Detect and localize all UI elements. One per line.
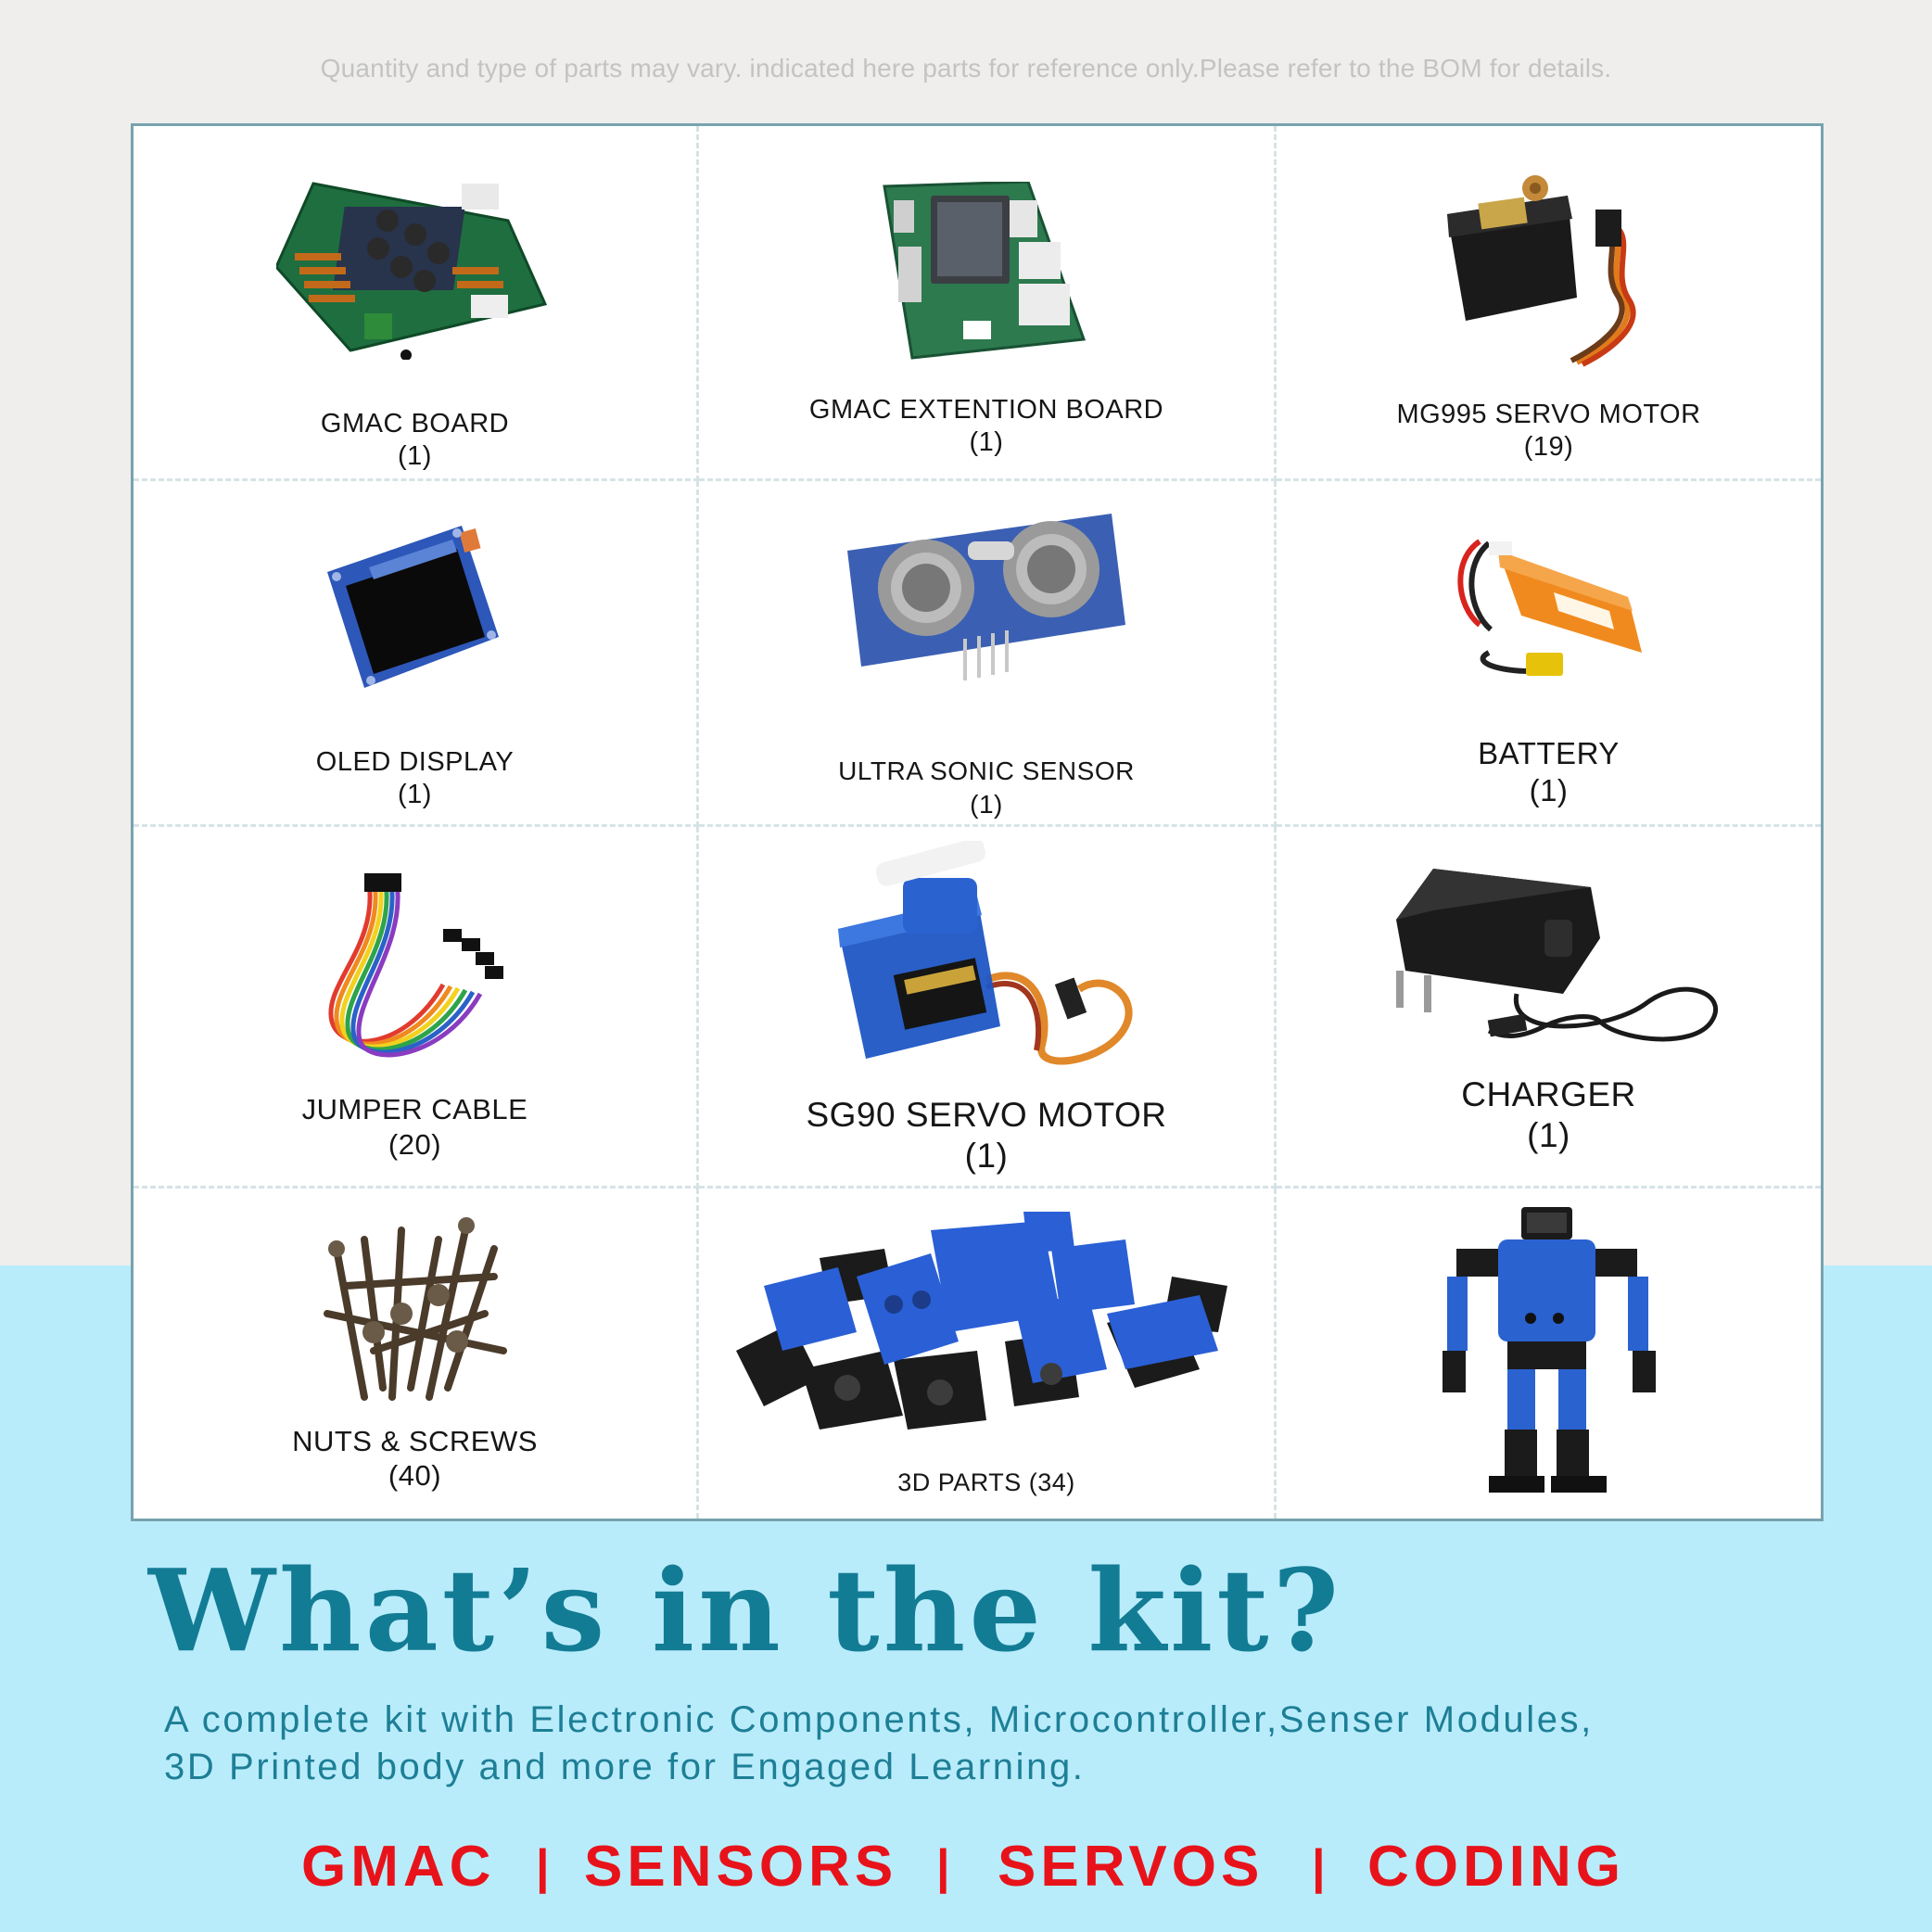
kit-item-3d-parts	[699, 1188, 1277, 1519]
tag-separator: |	[936, 1840, 950, 1894]
item-quantity: (1)	[398, 441, 432, 471]
battery-image	[1443, 523, 1656, 690]
kit-item-jumper-cable	[133, 827, 699, 1188]
tag-bar	[0, 1834, 1932, 1908]
headline: What’s in the kit?	[148, 1544, 1343, 1677]
item-quantity: (1)	[969, 427, 1004, 457]
nuts-screws-image	[309, 1212, 522, 1416]
item-name: SG90 SERVO MOTOR	[806, 1096, 1167, 1134]
item-quantity: (40)	[388, 1459, 442, 1492]
item-quantity: (1)	[964, 1137, 1009, 1175]
kit-item-gmac-extension-board	[699, 126, 1277, 481]
item-name: BATTERY	[1478, 736, 1620, 770]
item-name: GMAC BOARD	[320, 409, 510, 439]
description-line-2: 3D Printed body and more for Engaged Learning.	[164, 1747, 1086, 1787]
jumper-cable-image	[313, 873, 517, 1059]
tag-separator: |	[536, 1840, 550, 1894]
description-line-1: A complete kit with Electronic Components, Microcontroller,Senser Modules,	[164, 1699, 1594, 1740]
kit-contents-grid	[131, 123, 1824, 1521]
kit-item-nuts-screws	[133, 1188, 699, 1519]
item-quantity: (19)	[1523, 432, 1574, 462]
kit-item-assembled-robot	[1277, 1188, 1821, 1519]
kit-item-oled-display	[133, 481, 699, 827]
item-quantity: (1)	[1527, 1116, 1570, 1154]
item-name: CHARGER	[1461, 1075, 1636, 1113]
kit-item-battery	[1277, 481, 1821, 827]
item-quantity: (1)	[1529, 773, 1569, 807]
description	[164, 1697, 1833, 1791]
item-name: JUMPER CABLE	[301, 1093, 528, 1125]
ultrasonic-sensor-image	[843, 514, 1130, 690]
mg995-servo-image	[1438, 168, 1660, 372]
tag-separator: |	[1312, 1840, 1326, 1894]
tag-servos: SERVOS	[998, 1835, 1265, 1899]
kit-item-charger	[1277, 827, 1821, 1188]
item-quantity: (1)	[398, 780, 432, 809]
item-name: GMAC EXTENTION BOARD	[808, 395, 1164, 425]
item-name: ULTRA SONIC SENSOR	[838, 756, 1135, 785]
tag-sensors: SENSORS	[584, 1835, 898, 1899]
gmac-extension-board-image	[880, 182, 1093, 367]
sg90-servo-image	[829, 841, 1144, 1073]
item-name: MG995 SERVO MOTOR	[1396, 400, 1701, 429]
item-name: 3D PARTS (34)	[897, 1468, 1075, 1496]
gmac-board-image	[276, 165, 554, 360]
tag-gmac: GMAC	[301, 1835, 496, 1899]
kit-item-gmac-board	[133, 126, 699, 481]
kit-item-mg995-servo	[1277, 126, 1821, 481]
kit-item-ultrasonic-sensor	[699, 481, 1277, 827]
disclaimer-text: Quantity and type of parts may vary. indicated here parts for reference only.Please refer to the BOM for details.	[320, 54, 1612, 83]
item-name: NUTS & SCREWS	[292, 1425, 538, 1457]
item-quantity: (20)	[388, 1128, 442, 1161]
kit-item-sg90-servo	[699, 827, 1277, 1188]
assembled-robot-image	[1438, 1207, 1660, 1504]
3d-parts-image	[736, 1212, 1237, 1434]
item-quantity: (1)	[970, 790, 1003, 819]
oled-display-image	[313, 516, 517, 693]
tag-coding: CODING	[1367, 1835, 1625, 1899]
charger-image	[1378, 855, 1721, 1059]
item-name: OLED DISPLAY	[315, 747, 515, 777]
